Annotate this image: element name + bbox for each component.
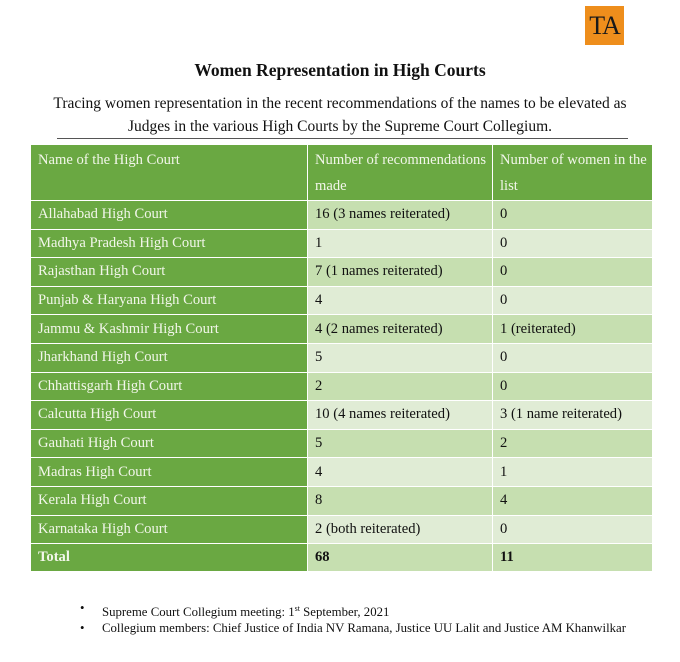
table-row [31, 458, 653, 487]
court-cell: Punjab & Haryana High Court [31, 286, 308, 315]
total-row [31, 544, 653, 572]
women-cell: 4 [493, 486, 653, 515]
recommendations-cell: 2 (both reiterated) [308, 515, 493, 544]
total-women: 11 [493, 544, 653, 572]
recommendations-cell: 5 [308, 343, 493, 372]
table-row [31, 486, 653, 515]
note-meeting-date: • Supreme Court Collegium meeting: 1st September, 2021 [80, 601, 390, 619]
bullet-icon: • [80, 620, 85, 635]
table-row [31, 315, 653, 344]
table-row [31, 201, 653, 230]
women-cell: 2 [493, 429, 653, 458]
note-collegium-members: • Collegium members: Chief Justice of India NV Ramana, Justice UU Lalit and Justice AM Khanwilkar [80, 620, 626, 635]
women-cell: 0 [493, 372, 653, 401]
court-cell: Gauhati High Court [31, 429, 308, 458]
court-cell: Rajasthan High Court [31, 258, 308, 287]
court-cell: Allahabad High Court [31, 201, 308, 230]
recommendations-cell: 4 (2 names reiterated) [308, 315, 493, 344]
women-cell: 0 [493, 515, 653, 544]
header-recommendations: Number of recommendations made [308, 145, 493, 201]
women-cell: 0 [493, 286, 653, 315]
page-subtitle: Tracing women representation in the recent recommendations of the names to be elevated as Judges in the various High Courts by the Supreme Court Collegium. [53, 95, 627, 135]
bullet-icon: • [80, 601, 85, 615]
header-court: Name of the High Court [31, 145, 308, 201]
table-row [31, 372, 653, 401]
table-row [31, 429, 653, 458]
recommendations-cell: 16 (3 names reiterated) [308, 201, 493, 230]
women-cell: 0 [493, 229, 653, 258]
court-cell: Madras High Court [31, 458, 308, 487]
recommendations-cell: 4 [308, 286, 493, 315]
women-cell: 1 [493, 458, 653, 487]
women-cell: 0 [493, 343, 653, 372]
women-cell: 0 [493, 201, 653, 230]
recommendations-cell: 5 [308, 429, 493, 458]
recommendations-cell: 4 [308, 458, 493, 487]
court-cell: Madhya Pradesh High Court [31, 229, 308, 258]
women-cell: 3 (1 name reiterated) [493, 401, 653, 430]
ta-logo: TA [585, 6, 624, 45]
divider [57, 138, 628, 139]
court-cell: Calcutta High Court [31, 401, 308, 430]
header-women: Number of women in the list [493, 145, 653, 201]
notes-list [80, 601, 640, 636]
recommendations-cell: 2 [308, 372, 493, 401]
court-cell: Chhattisgarh High Court [31, 372, 308, 401]
recommendations-cell: 7 (1 names reiterated) [308, 258, 493, 287]
table-row [31, 343, 653, 372]
total-recommendations: 68 [308, 544, 493, 572]
table-row [31, 515, 653, 544]
women-cell: 1 (reiterated) [493, 315, 653, 344]
court-cell: Jammu & Kashmir High Court [31, 315, 308, 344]
court-cell: Jharkhand High Court [31, 343, 308, 372]
table-row [31, 229, 653, 258]
court-cell: Kerala High Court [31, 486, 308, 515]
recommendations-cell: 10 (4 names reiterated) [308, 401, 493, 430]
page-title: Women Representation in High Courts [194, 60, 486, 80]
table-row [31, 401, 653, 430]
table-header-row [31, 145, 653, 201]
women-cell: 0 [493, 258, 653, 287]
recommendations-cell: 1 [308, 229, 493, 258]
high-courts-table [30, 144, 653, 572]
court-cell: Karnataka High Court [31, 515, 308, 544]
total-label: Total [31, 544, 308, 572]
recommendations-cell: 8 [308, 486, 493, 515]
table-row [31, 286, 653, 315]
table-row [31, 258, 653, 287]
